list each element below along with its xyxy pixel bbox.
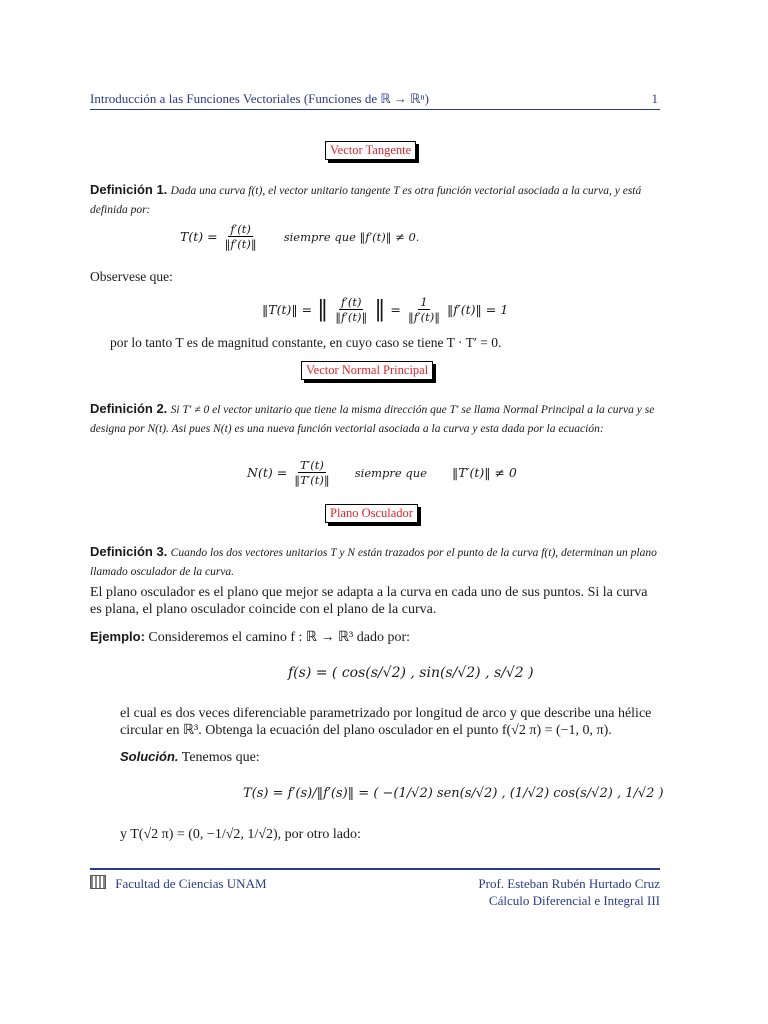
header-title: Introducción a las Funciones Vectoriales (Funciones de ℝ → ℝⁿ) xyxy=(90,91,429,106)
solution-intro-text: Tenemos que: xyxy=(181,750,260,765)
page-number: 1 xyxy=(651,91,658,106)
def1-condition: siempre que ‖f′(t)‖ ≠ 0. xyxy=(283,230,420,244)
footer-course: Cálculo Diferencial e Integral III xyxy=(488,893,660,908)
solution-label: Solución. xyxy=(120,749,179,764)
observe-frac1-den: ‖f′(t)‖ xyxy=(335,310,368,324)
def1-formula-lhs: T(t) = xyxy=(180,229,218,244)
observe-frac2 xyxy=(406,295,442,324)
def2-label: Definición 2. xyxy=(90,401,168,416)
example-text: el cual es dos veces diferenciable parametrizado por longitud de arco y que describe una hélice circular en ℝ³. Obtenga la ecuación del plano osculador en el punto f(√2 π) = (−1, 0, π). xyxy=(120,706,652,738)
footer-rule xyxy=(90,868,660,870)
def2-formula-lhs: N(t) = xyxy=(247,465,288,480)
observe-frac1 xyxy=(333,295,369,324)
page-header xyxy=(90,91,658,107)
def3-text: Cuando los dos vectores unitarios T y N están trazados por el punto de la curva f(t), determinan un plano llamado osculador de la curva. xyxy=(90,547,657,578)
definition-2 xyxy=(90,400,660,438)
observe-eq: = xyxy=(390,302,401,317)
observe-intro: Observese que: xyxy=(90,269,173,284)
def1-text: Dada una curva f(t), el vector unitario tangente T es otra función vectorial asociada a la curva, y está definida por: xyxy=(90,185,642,216)
header-rule xyxy=(90,109,660,110)
footer-author: Prof. Esteban Rubén Hurtado Cruz xyxy=(478,876,660,891)
def1-formula xyxy=(180,222,419,251)
def1-frac-num: f′(t) xyxy=(230,222,251,236)
def2-text: Si T′ ≠ 0 el vector unitario que tiene la misma dirección que T′ se llama Normal Principal a la curva y se designa por N(t). Asi pues N(t) es una nueva función vectorial asociada a la curva y esta dada por la ecuación: xyxy=(90,404,655,435)
footer-faculty: Facultad de Ciencias UNAM xyxy=(115,876,267,891)
observe-frac2-den: ‖f′(t)‖ xyxy=(407,310,440,324)
solution-intro xyxy=(120,748,260,766)
observe-formula: ‖T(t)‖ = ‖ $\frac{f'(t)}{‖f'(t)‖}$ ‖ = $\frac{1}{‖f'(t)‖}$ ‖f′(t)‖ = 1 xyxy=(262,295,509,324)
observe-conclusion: por lo tanto T es de magnitud constante, en cuyo caso se tiene T · T′ = 0. xyxy=(110,335,502,350)
def2-frac-num: T′(t) xyxy=(300,458,324,472)
footer-left xyxy=(90,875,267,892)
section-title-tangent: Vector Tangente xyxy=(325,141,416,160)
observe-frac2-num: 1 xyxy=(420,295,428,309)
observe-frac1-num: f′(t) xyxy=(341,295,362,309)
example-formula: f(s) = ( cos(s/√2) , sin(s/√2) , s/√2 ) xyxy=(288,665,534,681)
section-title-plane: Plano Osculador xyxy=(325,504,418,523)
def2-formula xyxy=(247,458,517,487)
def2-condition-rhs: ‖T′(t)‖ ≠ 0 xyxy=(452,465,517,480)
solution-formula: T(s) = f′(s)/‖f′(s)‖ = ( −(1/√2) sen(s/√2) , (1/√2) cos(s/√2) , 1/√2 ) xyxy=(243,786,664,801)
unam-logo-icon xyxy=(90,875,106,889)
example-intro-text: Consideremos el camino f : ℝ → ℝ³ dado por: xyxy=(148,630,411,645)
observe-formula-lhs: ‖T(t)‖ = xyxy=(262,302,313,317)
def3-label: Definición 3. xyxy=(90,544,168,559)
observe-rhs: ‖f′(t)‖ = 1 xyxy=(447,302,509,317)
example-intro xyxy=(90,628,660,646)
definition-3 xyxy=(90,543,660,581)
def1-frac-den: ‖f′(t)‖ xyxy=(224,237,257,251)
example-label: Ejemplo: xyxy=(90,629,145,644)
def2-frac-den: ‖T′(t)‖ xyxy=(294,473,330,487)
section-title-normal: Vector Normal Principal xyxy=(301,361,433,380)
def1-label: Definición 1. xyxy=(90,182,168,197)
footer-right xyxy=(478,875,660,909)
def1-fraction xyxy=(223,222,259,251)
def2-condition: siempre que xyxy=(354,466,427,480)
def2-fraction xyxy=(292,458,331,487)
solution-tail: y T(√2 π) = (0, −1/√2, 1/√2), por otro lado: xyxy=(120,827,361,842)
definition-1 xyxy=(90,181,660,219)
osculating-plane-paragraph: El plano osculador es el plano que mejor se adapta a la curva en cada uno de sus puntos. Si la curva es plana, el plano osculador coincide con el plano de la curva. xyxy=(90,585,648,617)
